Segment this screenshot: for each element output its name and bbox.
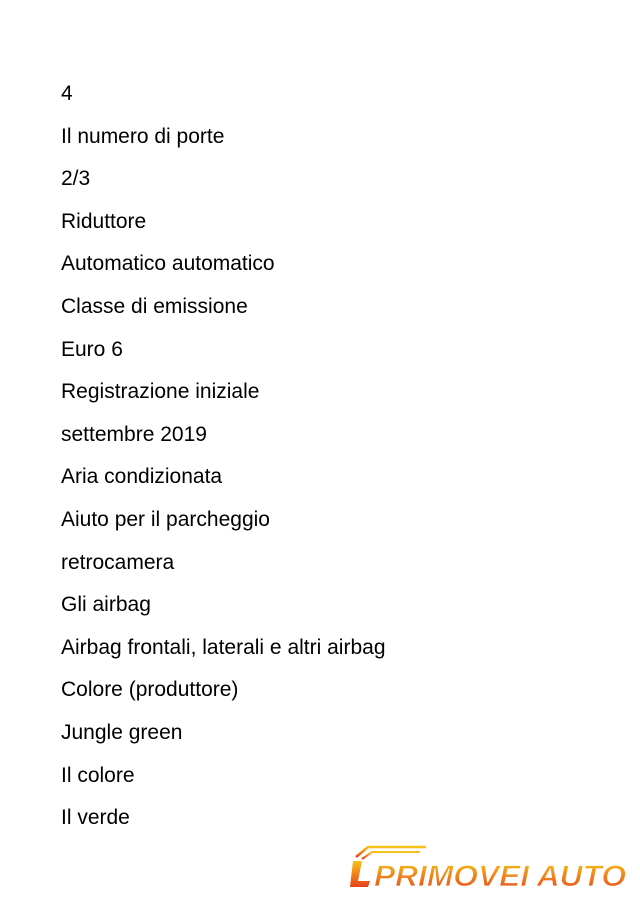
text-line: Riduttore [61, 209, 147, 233]
document-text [61, 79, 386, 846]
text-line: Gli airbag [61, 593, 151, 617]
logo-text: PRIMOVEI AUTO [374, 860, 626, 893]
text-line: Registrazione iniziale [61, 380, 260, 404]
text-line: Il numero di porte [61, 124, 225, 148]
logo-swoosh [362, 852, 420, 859]
text-line: 2/3 [61, 167, 91, 191]
text-line: Automatico automatico [61, 252, 275, 276]
primovei-auto-logo-icon [348, 843, 630, 893]
text-line: Aria condizionata [61, 465, 223, 489]
text-line: Il colore [61, 763, 135, 787]
text-line: Il verde [61, 806, 130, 830]
text-line: Jungle green [61, 720, 183, 744]
text-line: Euro 6 [61, 337, 123, 361]
text-line: 4 [61, 82, 73, 105]
text-line: Airbag frontali, laterali e altri airbag [61, 635, 386, 659]
text-line: Classe di emissione [61, 294, 248, 318]
text-line: Aiuto per il parcheggio [61, 507, 270, 531]
text-line: Colore (produttore) [61, 678, 239, 702]
logo-mark [350, 861, 370, 887]
text-line: settembre 2019 [61, 422, 207, 446]
brand-logo [348, 843, 630, 893]
text-line: retrocamera [61, 550, 175, 574]
